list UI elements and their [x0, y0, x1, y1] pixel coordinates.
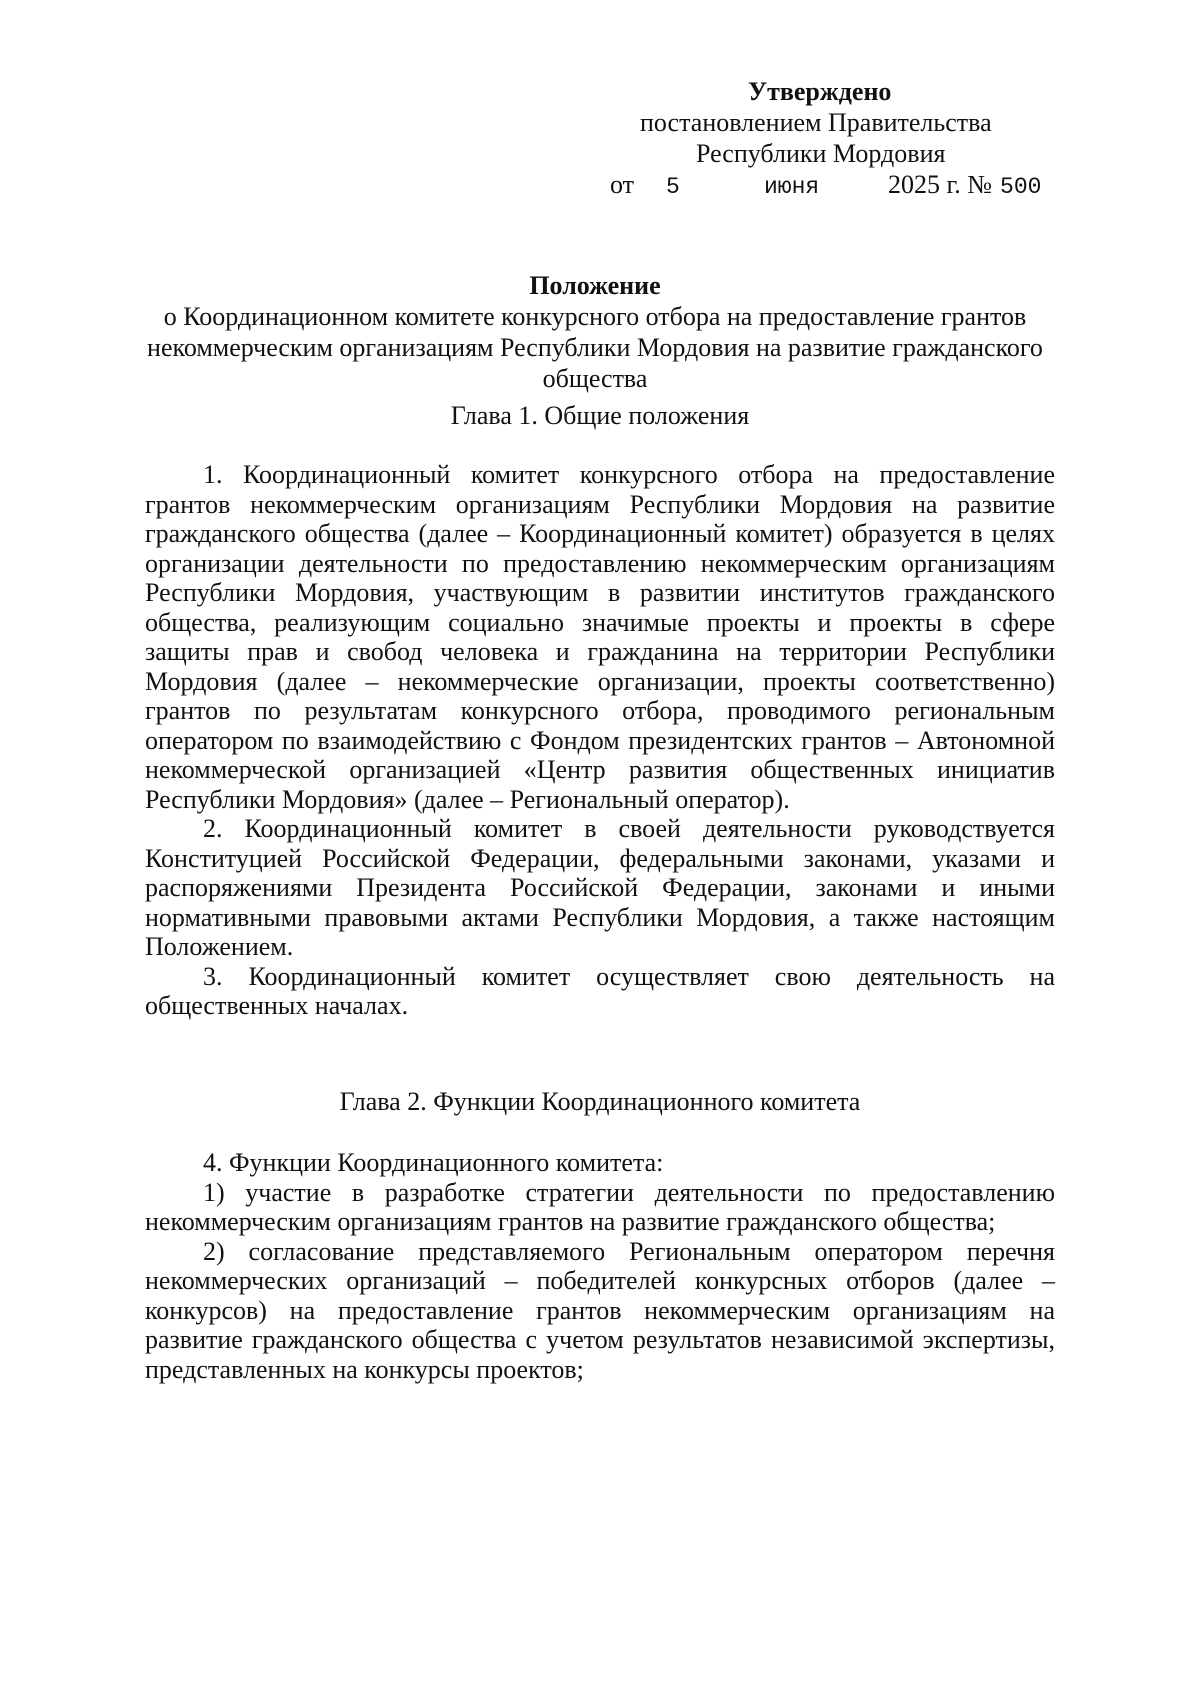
- approval-line-1: постановлением Правительства: [640, 108, 992, 137]
- document-subtitle: о Координационном комитете конкурсного отбора на предоставление грантов некоммерческим организациям Республики Мордовия на развитие гражданского общества: [147, 302, 1043, 393]
- paragraph-2: 2. Координационный комитет в своей деятельности руководствуется Конституцией Российской Федерации, федеральными законами, указами и распоряжениями Президента Российской Федерации, законами и иными нормативными правовыми актами Республики Мордовия, а также настоящим Положением.: [145, 814, 1055, 961]
- approval-line-2: Республики Мордовия: [696, 139, 946, 168]
- paragraph-4-item-2: 2) согласование представляемого Региональным оператором перечня некоммерческих организаций – победителей конкурсных отборов (далее – конкурсов) на предоставление грантов некоммерческим организациям на развитие гражданского общества с учетом результатов независимой экспертизы, представленных на конкурсы проектов;: [145, 1236, 1055, 1384]
- date-month: июня: [764, 174, 820, 200]
- approval-date-line: [610, 169, 1080, 203]
- document-title: Положение: [529, 271, 661, 300]
- paragraph-4: 4. Функции Координационного комитета:: [203, 1148, 664, 1177]
- date-prefix: от: [610, 170, 635, 199]
- date-day: 5: [666, 174, 680, 200]
- approval-stamp: [610, 76, 1100, 203]
- approval-title: Утверждено: [748, 77, 892, 106]
- chapter-1-body: [145, 460, 1055, 1021]
- paragraph-1: 1. Координационный комитет конкурсного отбора на предоставление грантов некоммерческим организациям Республики Мордовия на развитие гражданского общества (далее – Координационный комитет) образуется в целях организации деятельности по предоставлению некоммерческим организациям Республики Мордовия, участвующим в развитии институтов гражданского общества, реализующим социально значимые проекты и проекты в сфере защиты прав и свобод человека и гражданина на территории Республики Мордовия (далее – некоммерческие организации, проекты соответственно) грантов по результатам конкурсного отбора, проводимого региональным оператором по взаимодействию с Фондом президентских грантов – Автономной некоммерческой организацией «Центр развития общественных инициатив Республики Мордовия» (далее – Региональный оператор).: [145, 460, 1055, 814]
- paragraph-3: 3. Координационный комитет осуществляет свою деятельность на общественных началах.: [145, 961, 1055, 1020]
- chapter-1-heading: Глава 1. Общие положения: [450, 401, 750, 430]
- document-number: 500: [1000, 174, 1042, 200]
- paragraph-4-item-1: 1) участие в разработке стратегии деятельности по предоставлению некоммерческим организациям грантов на развитие гражданского общества;: [145, 1177, 1055, 1236]
- date-year: 2025 г. №: [888, 170, 993, 199]
- document-title-block: [145, 270, 1045, 394]
- chapter-2-body: [145, 1148, 1055, 1384]
- chapter-2-heading: Глава 2. Функции Координационного комитета: [339, 1087, 861, 1116]
